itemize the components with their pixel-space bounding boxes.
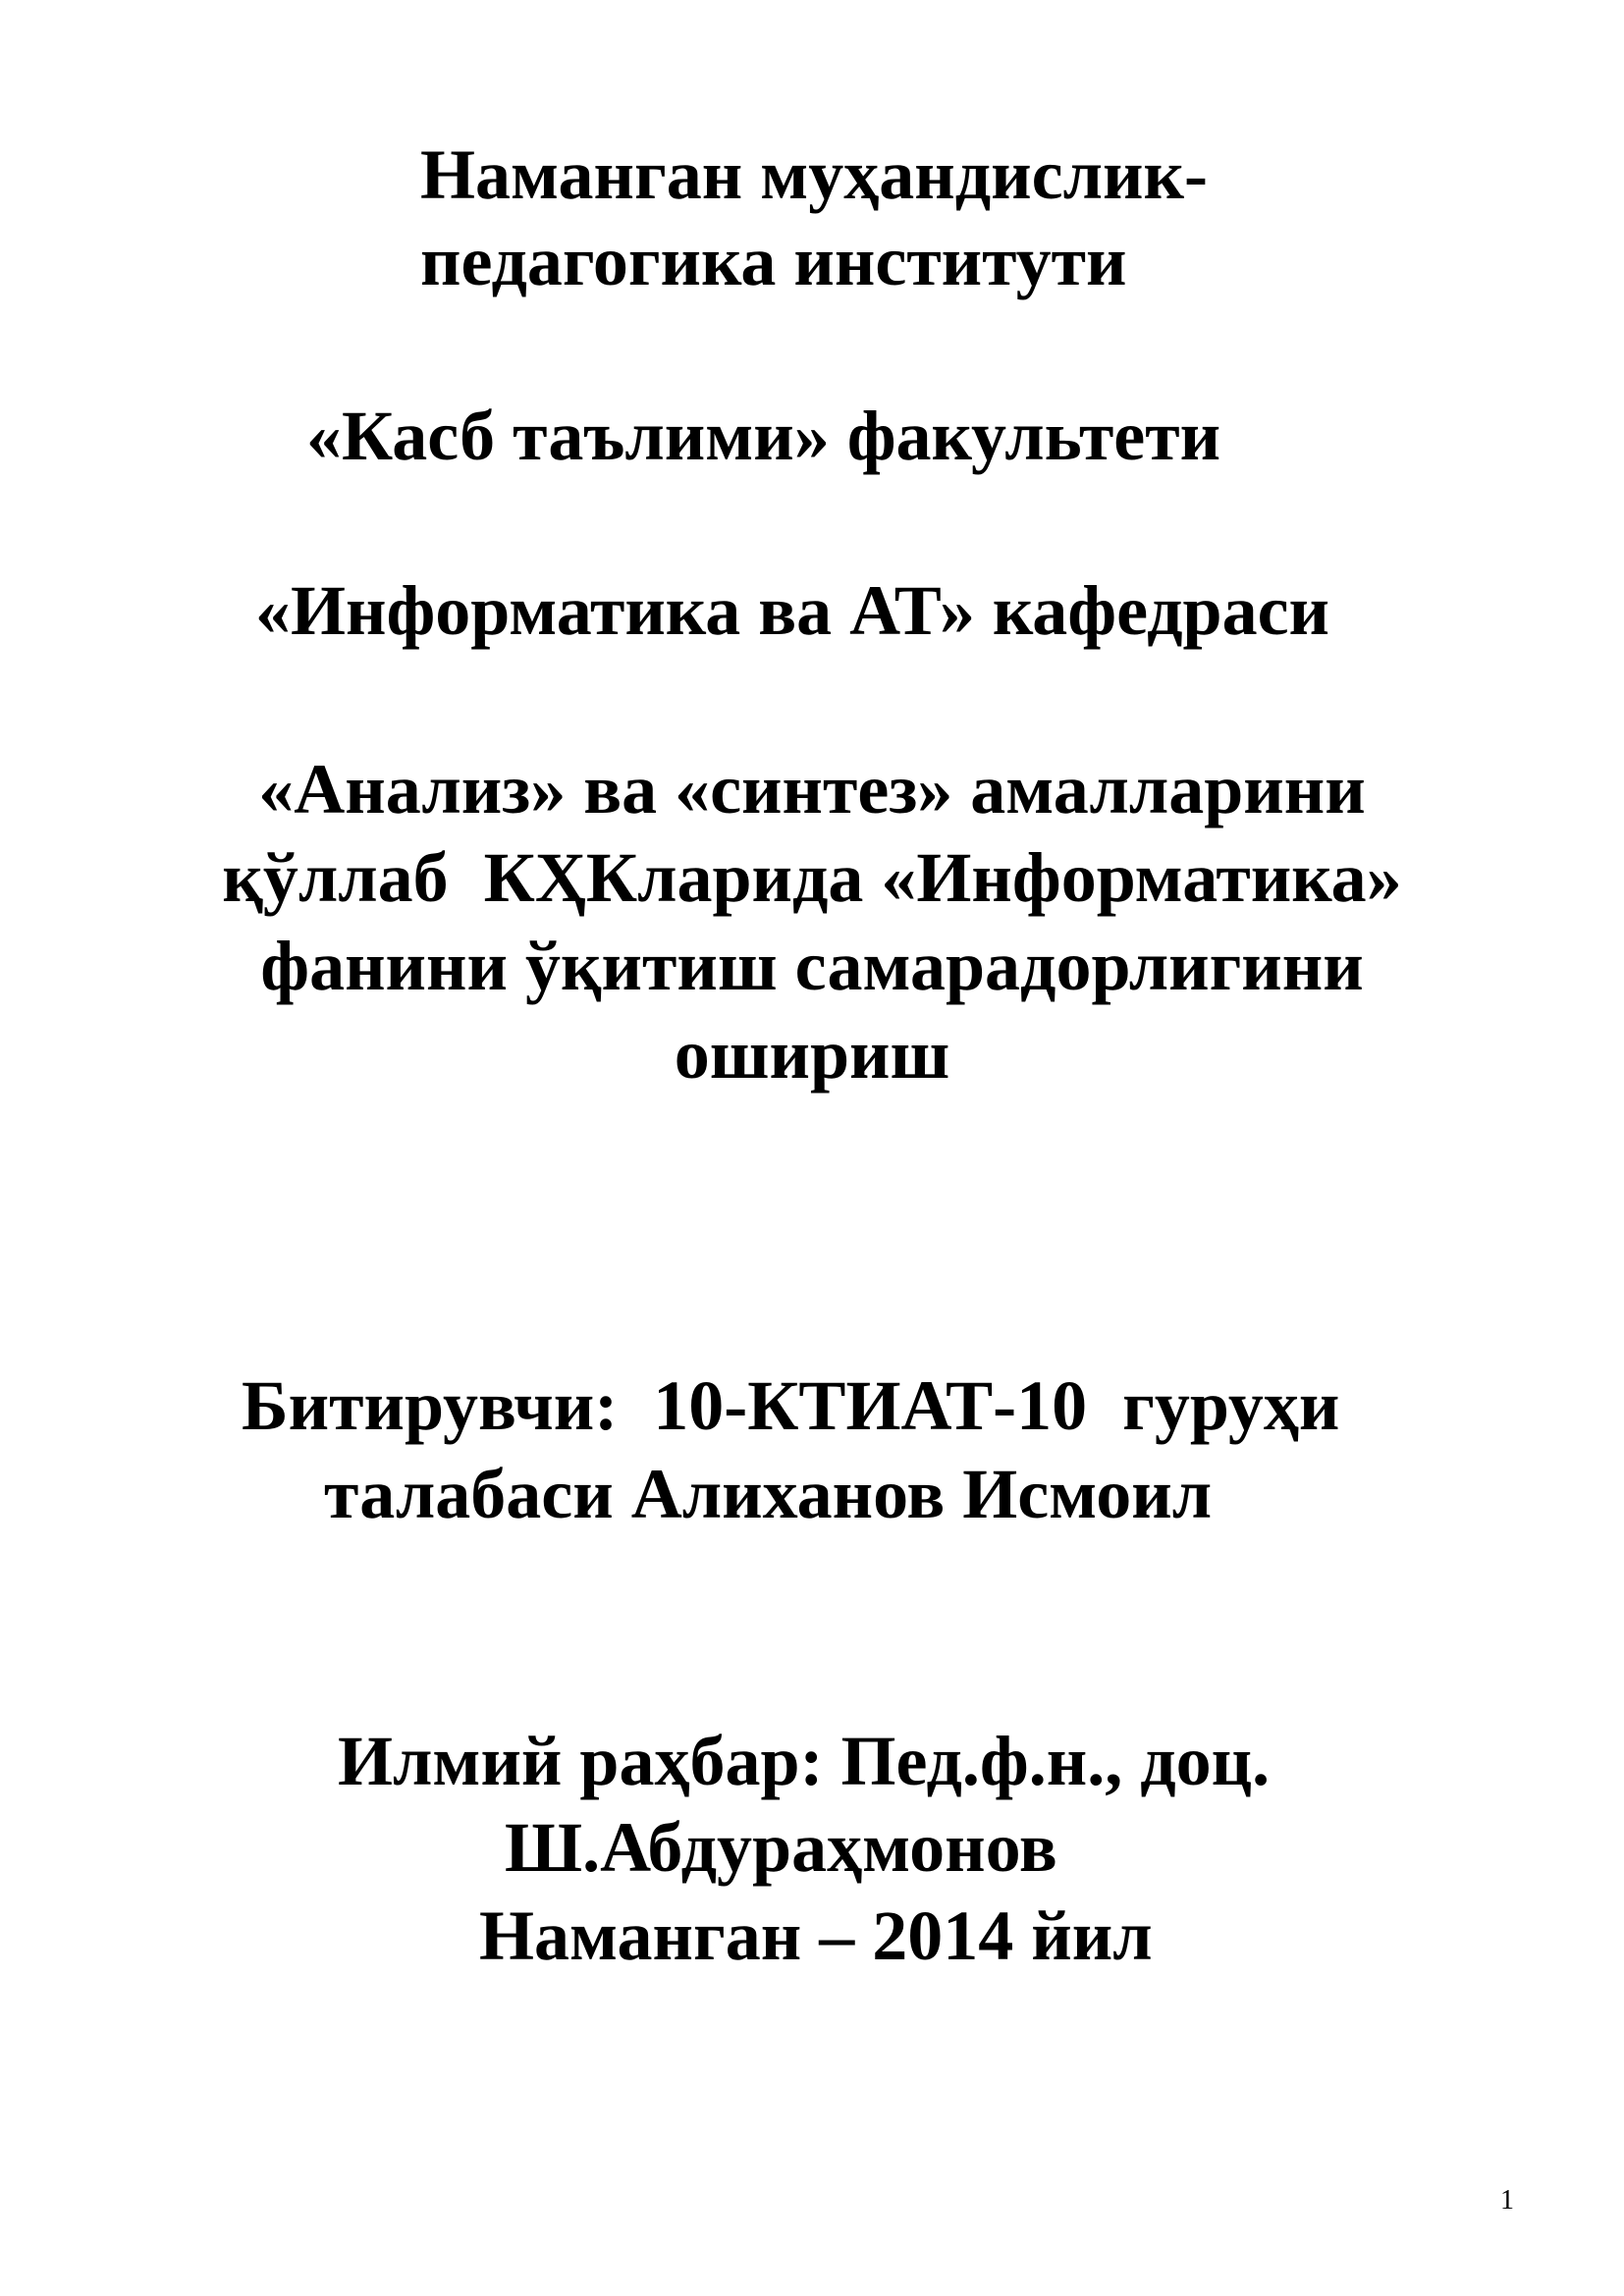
- department-name: «Информатика ва АТ» кафедраси: [255, 571, 1330, 650]
- institution-line-1: Наманган муҳандислик-: [420, 135, 1208, 214]
- thesis-title-line-4: ошириш: [674, 1015, 950, 1094]
- thesis-title-line-3: фанини ўқитиш самарадорлигини: [260, 927, 1364, 1005]
- page-number: 1: [1500, 2185, 1514, 2216]
- graduate-line-2: талабаси Алиханов Исмоил: [324, 1455, 1213, 1533]
- thesis-title-line-1: «Анализ» ва «синтез» амалларини: [258, 750, 1366, 828]
- thesis-title-line-2: қўллаб КҲКларида «Информатика»: [222, 838, 1402, 917]
- faculty-name: «Касб таълими» факультети: [306, 397, 1221, 475]
- supervisor-line-1: Илмий раҳбар: Пед.ф.н., доц.: [338, 1722, 1271, 1800]
- supervisor-line-2: Ш.Абдураҳмонов: [505, 1808, 1057, 1887]
- city-year: Наманган – 2014 йил: [479, 1896, 1153, 1975]
- institution-line-2: педагогика институти: [420, 222, 1127, 300]
- graduate-line-1: Битирувчи: 10-КТИАТ-10 гуруҳи: [242, 1366, 1340, 1445]
